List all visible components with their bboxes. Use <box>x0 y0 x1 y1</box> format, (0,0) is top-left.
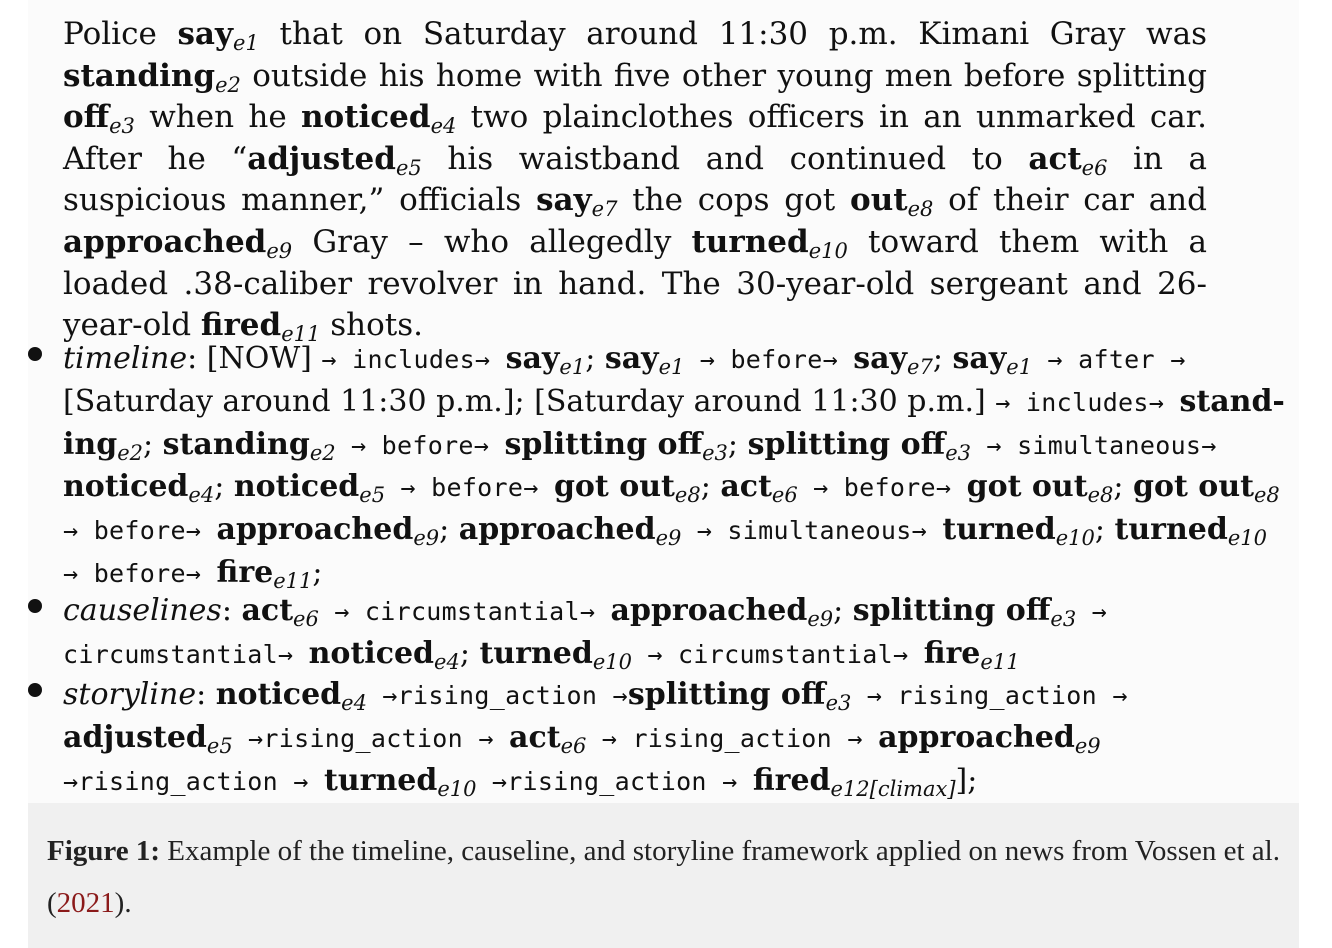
bullet-icon <box>28 599 42 613</box>
event-word: approached <box>878 719 1075 755</box>
event-id: e7 <box>907 355 933 379</box>
event-id: e12[climax] <box>830 776 956 801</box>
relation-text: → circumstantial→ <box>318 597 611 626</box>
event-word: say <box>177 16 234 52</box>
storyline-label: storyline <box>63 677 197 712</box>
plain-text: ; <box>833 593 853 628</box>
event-word: approached <box>216 512 414 548</box>
event-word: fired <box>752 762 831 798</box>
event-word: noticed <box>308 635 435 671</box>
event-id: e5 <box>395 155 422 180</box>
event-word: act <box>241 593 294 628</box>
event-word: splitting off <box>504 426 703 462</box>
timeline-label: timeline <box>63 341 188 376</box>
plain-text: the cops got <box>617 182 851 219</box>
event-id: e11 <box>980 649 1020 674</box>
plain-text: ; <box>142 426 163 462</box>
figure-label: Figure 1: <box>47 835 161 867</box>
relation-text: →rising_action → <box>63 723 1117 796</box>
event-id: e4 <box>188 483 215 508</box>
event-id: e11 <box>273 568 313 593</box>
plain-text: ; <box>1113 469 1134 505</box>
event-id: e2 <box>215 72 241 97</box>
event-id: e1 <box>658 355 685 379</box>
citation-link[interactable]: 2021 <box>56 887 115 919</box>
event-id: e6 <box>293 607 319 631</box>
event-id: e8 <box>1087 483 1114 508</box>
event-word: noticed <box>300 99 431 136</box>
plain-text: in a suspicious manner,” officials <box>63 140 1217 219</box>
event-word: noticed <box>215 677 342 712</box>
event-word: off <box>63 99 110 136</box>
event-id: e1 <box>233 31 259 55</box>
plain-text: two plainclothes officers in an unmarked car. After he “ <box>63 99 1217 177</box>
event-word: turned <box>942 512 1056 548</box>
event-word: got out <box>1133 469 1254 505</box>
event-id: e6 <box>771 483 798 508</box>
relation-text: → before→ <box>335 430 505 460</box>
relation-text: → simultaneous→ <box>681 516 943 546</box>
plain-text: : <box>196 677 216 712</box>
event-id: e2 <box>309 440 336 465</box>
event-id: e9 <box>413 526 440 551</box>
event-id: e3 <box>825 691 852 715</box>
event-id: e6 <box>560 733 587 758</box>
event-word: turned <box>691 223 809 260</box>
event-word: turned <box>1114 512 1228 548</box>
event-word: got out <box>966 469 1088 505</box>
plain-text: ; <box>439 512 459 548</box>
event-word: approached <box>610 593 808 628</box>
event-id: e11 <box>281 322 321 347</box>
event-id: e10 <box>808 238 848 263</box>
event-word: standing <box>63 57 216 94</box>
relation-text: → circumstantial→ <box>632 639 924 669</box>
event-word: splitting off <box>627 677 826 712</box>
plain-text: shots. <box>320 307 423 344</box>
event-id: e8 <box>1253 483 1280 508</box>
relation-text: → before→ <box>797 473 967 503</box>
event-word: got out <box>553 469 675 505</box>
relation-text: → before→ <box>385 473 554 503</box>
event-word: stand-ing <box>63 383 1285 462</box>
storyline-item <box>63 674 1293 802</box>
caption-end: ). <box>114 887 132 919</box>
event-id: e5 <box>359 483 386 508</box>
event-word: adjusted <box>63 719 207 755</box>
relation-text: → before→ <box>63 473 1296 546</box>
event-id: e8 <box>674 483 701 508</box>
relation-text: → includes→ <box>321 345 506 374</box>
event-id: e10 <box>592 649 632 674</box>
plain-text: : [NOW] <box>187 341 322 376</box>
event-id: e4 <box>430 114 457 139</box>
relation-text: → after → <box>1032 345 1201 374</box>
bullet-icon <box>28 347 42 361</box>
plain-text: Police <box>63 16 178 52</box>
plain-text: his waistband and continued to <box>421 140 1029 177</box>
event-word: say <box>536 182 592 219</box>
caption-text: Example of the timeline, causeline, and storyline framework applied on news from Vossen et al. ( <box>47 835 1280 919</box>
relation-text: → rising_action → <box>851 681 1144 710</box>
news-passage <box>63 14 1217 347</box>
plain-text: ; <box>585 341 605 376</box>
plain-text: ; <box>214 469 234 505</box>
event-word: turned <box>323 762 438 798</box>
event-id: e10 <box>437 776 477 801</box>
event-id: e1 <box>559 355 586 379</box>
event-word: splitting off <box>747 426 946 462</box>
event-word: act <box>1028 140 1082 177</box>
causelines-content <box>63 593 1123 674</box>
event-id: e9 <box>266 238 293 263</box>
event-word: out <box>850 182 908 219</box>
plain-text: of their car and <box>933 182 1217 219</box>
plain-text: [Saturday around 11:30 p.m.]; [Saturday around 11:30 p.m.] <box>63 383 996 419</box>
event-id: e6 <box>1081 155 1108 180</box>
event-word: adjusted <box>247 140 396 177</box>
event-word: fired <box>200 307 282 344</box>
plain-text: ; <box>1094 512 1115 548</box>
relation-text: → before→ <box>63 516 1283 588</box>
event-word: say <box>853 341 908 376</box>
plain-text: ; <box>727 426 748 462</box>
event-id: e2 <box>117 440 143 465</box>
event-id: e9 <box>1074 733 1101 758</box>
event-id: e10 <box>1055 526 1095 551</box>
causelines-item <box>63 590 1293 676</box>
caption-box <box>28 803 1299 948</box>
relation-text: →rising_action → <box>232 723 510 753</box>
event-word: turned <box>479 635 593 671</box>
event-word: approached <box>63 223 267 260</box>
storyline-content <box>63 677 1144 801</box>
plain-text: outside his home with five other young men before splitting <box>240 57 1217 94</box>
relation-text: → simultaneous→ <box>971 430 1232 460</box>
relation-text: → circumstantial→ <box>63 597 1123 669</box>
timeline-content <box>63 341 1296 593</box>
event-word: say <box>952 341 1007 376</box>
event-word: fire <box>216 554 274 590</box>
plain-text: ; <box>700 469 721 505</box>
event-id: e3 <box>1050 607 1077 631</box>
event-id: e10 <box>1227 526 1268 551</box>
event-word: act <box>720 469 772 505</box>
relation-text: →rising_action → <box>366 681 628 710</box>
plain-text: Gray – who allegedly <box>292 223 692 260</box>
plain-text: ]; <box>955 762 978 798</box>
event-id: e3 <box>702 440 728 465</box>
event-id: e1 <box>1006 355 1033 379</box>
plain-text: ; <box>932 341 953 376</box>
event-id: e5 <box>206 733 233 758</box>
event-id: e8 <box>907 197 934 222</box>
plain-text: that on Saturday around 11:30 p.m. Kimani Gray was <box>258 16 1217 52</box>
plain-text: when he <box>134 99 301 136</box>
event-id: e4 <box>341 691 367 715</box>
causelines-label: causelines <box>63 593 222 628</box>
event-id: e3 <box>945 440 972 465</box>
event-word: act <box>509 719 561 755</box>
relation-text: → rising_action → <box>586 723 879 753</box>
event-id: e3 <box>109 114 135 139</box>
plain-text: toward them with a loaded .38-caliber revolver in hand. The 30-year-old sergeant and 26-year-old <box>63 223 1217 344</box>
event-word: splitting off <box>852 593 1051 628</box>
event-word: fire <box>923 635 981 671</box>
event-id: e7 <box>591 197 618 222</box>
plain-text: ; <box>459 635 480 671</box>
event-word: noticed <box>233 469 360 505</box>
plain-text: : <box>221 593 242 628</box>
event-id: e9 <box>807 607 834 631</box>
relation-text: →rising_action → <box>476 766 753 796</box>
bullet-icon <box>28 683 42 697</box>
event-word: say <box>505 341 560 376</box>
figure-caption <box>47 825 1287 929</box>
event-id: e9 <box>655 526 682 551</box>
event-word: say <box>604 341 659 376</box>
timeline-item <box>63 338 1296 595</box>
event-word: approached <box>458 512 656 548</box>
plain-text: ; <box>312 554 323 590</box>
relation-text: → includes→ <box>995 387 1180 417</box>
event-id: e4 <box>434 649 460 674</box>
event-word: standing <box>162 426 310 462</box>
event-word: noticed <box>63 469 189 505</box>
relation-text: → before→ <box>684 345 854 374</box>
